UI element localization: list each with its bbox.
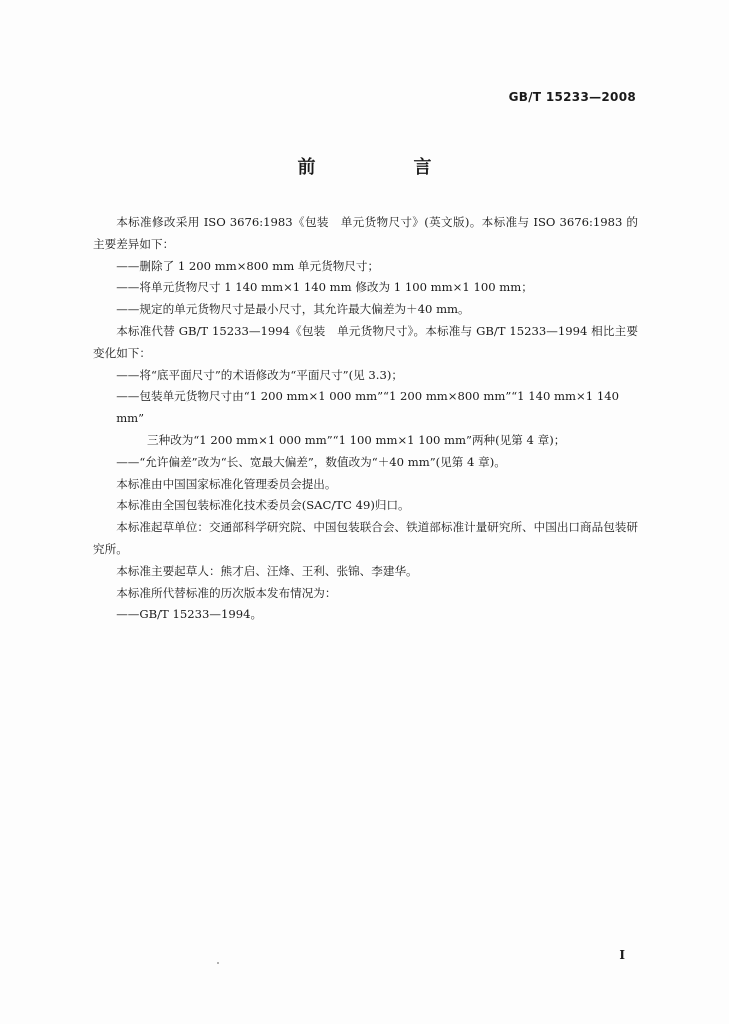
paragraph-adoption: 本标准修改采用 ISO 3676:1983《包装 单元货物尺寸》(英文版)。本标准与 ISO 3676:1983 的主要差异如下： — [93, 215, 638, 251]
foreword-body — [93, 212, 638, 626]
standard-code: GB/T 15233—2008 — [508, 90, 636, 104]
difference-item: ——删除了 1 200 mm×800 mm 单元货物尺寸； — [116, 258, 380, 273]
change-item-continuation: 三种改为“1 200 mm×1 000 mm”“1 100 mm×1 100 mm”两种(见第 4 章)； — [147, 432, 566, 447]
paragraph-proposer: 本标准由中国国家标准化管理委员会提出。 — [116, 476, 337, 491]
page-number: I — [619, 948, 625, 962]
history-item: ——GB/T 15233—1994。 — [116, 607, 263, 622]
paragraph-replacement: 本标准代替 GB/T 15233—1994《包装 单元货物尺寸》。本标准与 GB/T 15233—1994 相比主要变化如下： — [93, 323, 638, 360]
difference-item: ——规定的单元货物尺寸是最小尺寸，其允许最大偏差为＋40 mm。 — [116, 302, 470, 317]
paragraph-drafting-units: 本标准起草单位：交通部科学研究院、中国包装联合会、铁道部标准计量研究所、中国出口商品包装研究所。 — [93, 520, 638, 556]
paragraph-history: 本标准所代替标准的历次版本发布情况为： — [116, 585, 337, 600]
scan-speck — [217, 962, 219, 964]
change-item: ——“允许偏差”改为“长、宽最大偏差”，数值改为“＋40 mm”(见第 4 章)。 — [116, 454, 506, 469]
paragraph-drafters: 本标准主要起草人：熊才启、汪烽、王利、张锦、李建华。 — [116, 563, 418, 578]
change-item: ——将“底平面尺寸”的术语修改为“平面尺寸”(见 3.3)； — [116, 367, 403, 382]
page-title: 前 言 — [297, 157, 472, 178]
paragraph-committee: 本标准由全国包装标准化技术委员会(SAC/TC 49)归口。 — [116, 498, 410, 513]
difference-item: ——将单元货物尺寸 1 140 mm×1 140 mm 修改为 1 100 mm×1 100 mm； — [116, 280, 533, 295]
change-item: ——包装单元货物尺寸由“1 200 mm×1 000 mm”“1 200 mm×800 mm”“1 140 mm×1 140 mm” — [116, 389, 619, 426]
